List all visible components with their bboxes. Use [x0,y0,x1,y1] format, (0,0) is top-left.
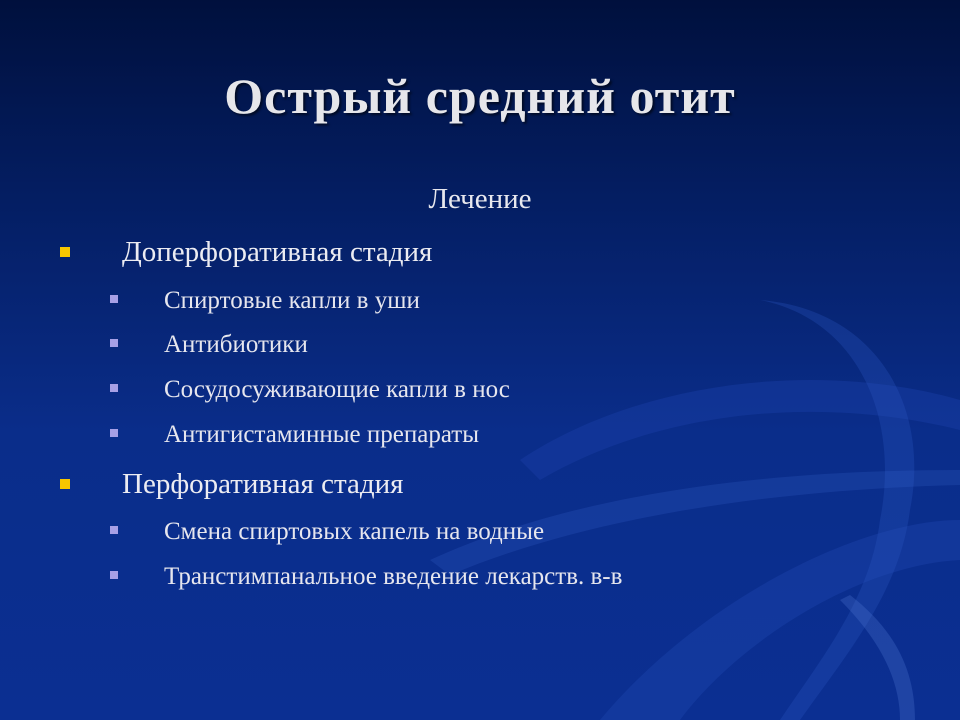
section-label: Доперфоративная стадия [122,236,433,268]
list-item-label: Антибиотики [164,331,308,358]
slide-subtitle: Лечение [428,183,532,215]
list-item-label: Смена спиртовых капель на водные [164,518,545,545]
list-item-label: Антигистаминные препараты [164,421,480,448]
square-bullet-icon [110,526,118,534]
list-item-label: Транстимпанальное введение лекарств. в-в [164,563,623,590]
square-bullet-icon [110,384,118,392]
square-bullet-icon [60,479,70,489]
square-bullet-icon [110,571,118,579]
square-bullet-icon [60,247,70,257]
slide-title: Острый средний отит [224,68,736,124]
square-bullet-icon [110,339,118,347]
section-label: Перфоративная стадия [122,468,404,500]
square-bullet-icon [110,429,118,437]
list-item-label: Сосудосуживающие капли в нос [164,376,510,403]
square-bullet-icon [110,295,118,303]
list-item-label: Спиртовые капли в уши [164,287,420,314]
